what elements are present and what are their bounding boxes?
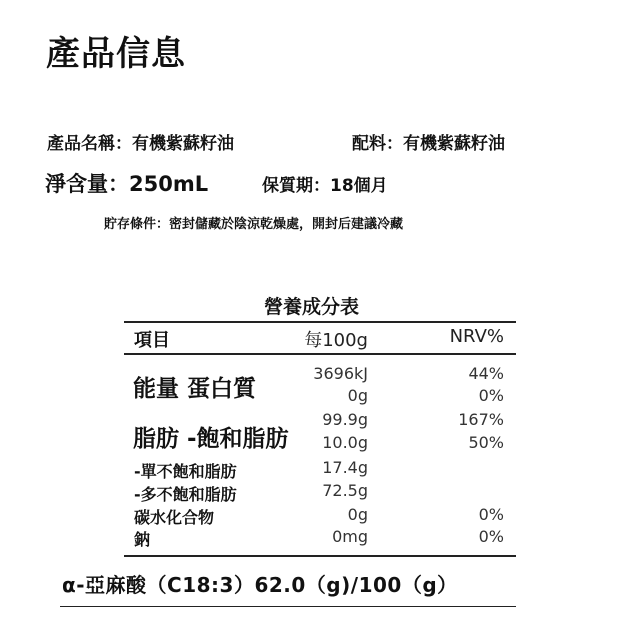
ingredients: 配料：有機紫蘇籽油 <box>352 134 505 154</box>
value-monounsaturated: 17.4g <box>322 458 368 477</box>
alpha-linolenic-acid-note: α-亞麻酸（C18:3）62.0（g)/100（g） <box>62 573 458 597</box>
table-bottom-rule <box>124 555 516 557</box>
row-label-carbohydrate: 碳水化合物 <box>134 508 215 527</box>
row-label-monounsaturated: -單不飽和脂肪 <box>134 462 237 481</box>
nrv-energy: 44% <box>468 364 504 383</box>
value-energy: 3696kJ <box>313 364 368 383</box>
row-label-fat-saturated: 脂肪 -飽和脂肪 <box>133 426 289 452</box>
header-rule <box>124 353 516 355</box>
net-content: 淨含量：250mL <box>45 172 209 196</box>
row-label-energy-protein: 能量 蛋白質 <box>133 376 257 402</box>
column-header-item: 項目 <box>134 330 170 351</box>
column-header-nrv: NRV% <box>449 326 504 347</box>
row-label-sodium: 鈉 <box>134 530 151 549</box>
nutrition-table-title: 營養成分表 <box>264 296 360 318</box>
footer-rule <box>60 606 516 607</box>
product-name: 產品名稱：有機紫蘇籽油 <box>47 134 234 154</box>
value-saturated-fat: 10.0g <box>322 433 368 452</box>
row-label-polyunsaturated: -多不飽和脂肪 <box>134 485 237 504</box>
value-carbohydrate: 0g <box>347 505 368 524</box>
nrv-fat: 167% <box>458 410 504 429</box>
shelf-life: 保質期：18個月 <box>262 176 388 196</box>
nrv-saturated-fat: 50% <box>468 433 504 452</box>
value-fat: 99.9g <box>322 410 368 429</box>
column-header-per100g: 每100g <box>304 330 368 351</box>
table-top-rule <box>124 321 516 323</box>
page-title: 產品信息 <box>46 34 186 74</box>
storage-conditions: 貯存條件：密封儲藏於陰涼乾燥處，開封后建議冷藏 <box>104 217 404 232</box>
value-sodium: 0mg <box>332 527 368 546</box>
nrv-sodium: 0% <box>478 527 504 546</box>
nrv-protein: 0% <box>478 386 504 405</box>
value-protein: 0g <box>347 386 368 405</box>
value-polyunsaturated: 72.5g <box>322 481 368 500</box>
nrv-carbohydrate: 0% <box>478 505 504 524</box>
